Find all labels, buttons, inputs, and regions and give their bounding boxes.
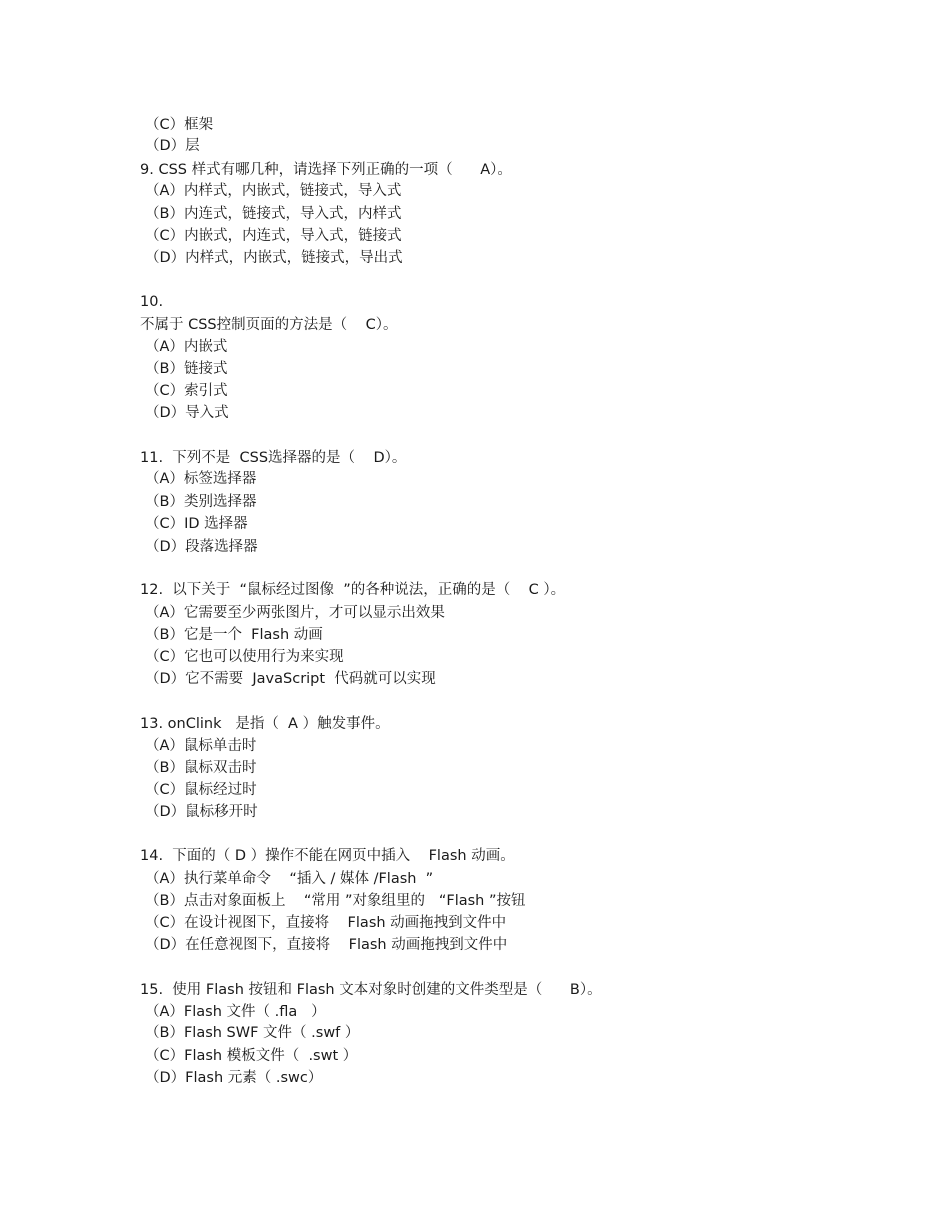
option-d-layer: （D）层	[145, 138, 200, 154]
option-c-frame: （C）框架	[145, 117, 214, 133]
q15-option-a: （A）Flash 文件（ .fla ）	[145, 1004, 326, 1020]
q9-option-b: （B）内连式，链接式，导入式，内样式	[145, 206, 402, 222]
question-10: 不属于 CSS控制页面的方法是（ C）。	[140, 317, 398, 333]
q9-option-d: （D）内样式，内嵌式，链接式，导出式	[145, 250, 403, 266]
question-14: 14. 下面的（ D ）操作不能在网页中插入 Flash 动画。	[140, 848, 515, 864]
q10-option-a: （A）内嵌式	[145, 339, 228, 355]
q15-option-c: （C）Flash 模板文件（ .swt ）	[145, 1048, 358, 1064]
q11-option-d: （D）段落选择器	[145, 539, 258, 555]
question-15: 15. 使用 Flash 按钮和 Flash 文本对象时创建的文件类型是（ B）。	[140, 982, 602, 998]
question-12: 12. 以下关于 “鼠标经过图像 ”的各种说法，正确的是（ C ）。	[140, 582, 566, 598]
q12-option-b: （B）它是一个 Flash 动画	[145, 627, 323, 643]
q14-option-d: （D）在任意视图下，直接将 Flash 动画拖拽到文件中	[145, 937, 508, 953]
q11-option-c: （C）ID 选择器	[145, 516, 248, 532]
q13-option-a: （A）鼠标单击时	[145, 738, 257, 754]
question-13: 13. onClink 是指（ A ）触发事件。	[140, 716, 390, 732]
q15-option-b: （B）Flash SWF 文件（ .swf ）	[145, 1025, 360, 1041]
q9-option-a: （A）内样式，内嵌式，链接式，导入式	[145, 183, 402, 199]
question-11: 11. 下列不是 CSS选择器的是（ D）。	[140, 450, 407, 466]
question-10-number: 10.	[140, 294, 164, 310]
q12-option-a: （A）它需要至少两张图片，才可以显示出效果	[145, 605, 445, 621]
q12-option-d: （D）它不需要 JavaScript 代码就可以实现	[145, 671, 436, 687]
q13-option-d: （D）鼠标移开时	[145, 804, 258, 820]
q11-option-a: （A）标签选择器	[145, 471, 257, 487]
q14-option-a: （A）执行菜单命令 “插入 / 媒体 /Flash ”	[145, 871, 434, 887]
q10-option-c: （C）索引式	[145, 383, 228, 399]
q13-option-b: （B）鼠标双击时	[145, 760, 257, 776]
q14-option-c: （C）在设计视图下，直接将 Flash 动画拖拽到文件中	[145, 915, 507, 931]
q10-option-b: （B）链接式	[145, 361, 228, 377]
question-9: 9. CSS 样式有哪几种，请选择下列正确的一项（ A）。	[140, 162, 512, 178]
q12-option-c: （C）它也可以使用行为来实现	[145, 649, 344, 665]
q15-option-d: （D）Flash 元素（ .swc）	[145, 1070, 323, 1086]
q14-option-b: （B）点击对象面板上 “常用 ”对象组里的 “Flash ”按钮	[145, 893, 526, 909]
q13-option-c: （C）鼠标经过时	[145, 782, 257, 798]
q10-option-d: （D）导入式	[145, 405, 229, 421]
q9-option-c: （C）内嵌式，内连式，导入式，链接式	[145, 228, 402, 244]
q11-option-b: （B）类别选择器	[145, 494, 257, 510]
